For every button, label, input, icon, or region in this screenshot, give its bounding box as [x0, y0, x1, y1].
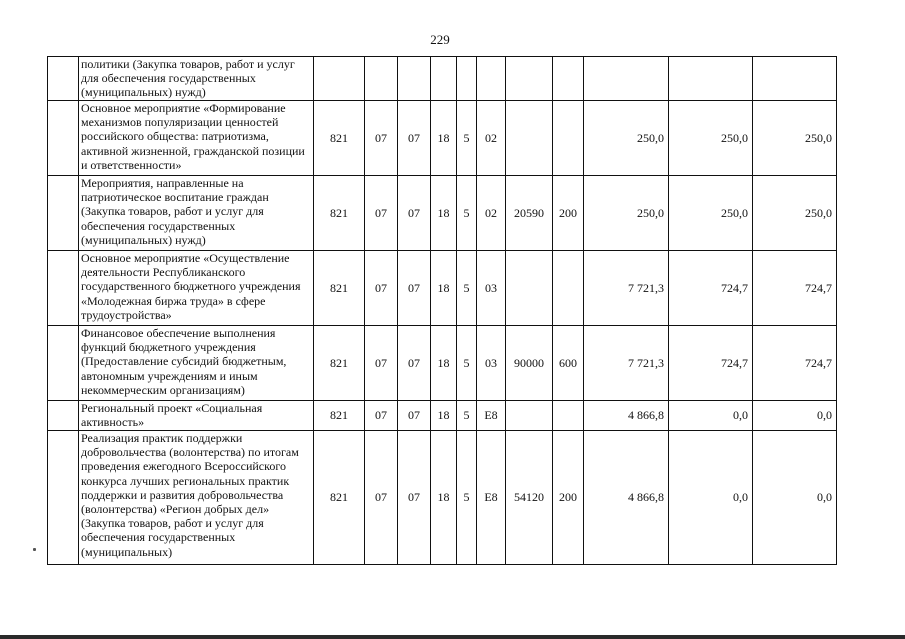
- expense-type-cell: [553, 57, 584, 101]
- amount-year3-cell: [753, 57, 837, 101]
- section-cell: 07: [365, 101, 398, 176]
- section-cell: 07: [365, 401, 398, 431]
- direction-code-cell: [506, 401, 553, 431]
- subsection-cell: 07: [398, 326, 431, 401]
- scan-speck: [33, 548, 36, 551]
- section-cell: 07: [365, 326, 398, 401]
- program-cell: 18: [431, 326, 457, 401]
- event-code-cell: 02: [477, 176, 506, 251]
- table-row: [48, 401, 837, 431]
- number-cell: [48, 401, 79, 431]
- number-cell: [48, 251, 79, 326]
- subprogram-cell: 5: [457, 101, 477, 176]
- ministry-code-cell: [314, 57, 365, 101]
- section-cell: 07: [365, 176, 398, 251]
- item-name-cell: Реализация практик поддержки добровольчества (волонтерства) по итогам проведения ежегодного Всероссийского конкурса лучших региональных практик поддержки и развития добровольчества (волонтерства) «Регион добрых дел» (Закупка товаров, работ и услуг для обеспечения государственных (муниципальных): [79, 431, 314, 565]
- program-cell: 18: [431, 401, 457, 431]
- scan-edge: [0, 635, 905, 639]
- number-cell: [48, 326, 79, 401]
- page-number: 229: [430, 32, 450, 47]
- ministry-code-cell: 821: [314, 101, 365, 176]
- direction-code-cell: 90000: [506, 326, 553, 401]
- amount-year2-cell: 250,0: [669, 101, 753, 176]
- amount-year1-cell: 250,0: [584, 176, 669, 251]
- program-cell: 18: [431, 101, 457, 176]
- section-cell: [365, 57, 398, 101]
- table-row: [48, 176, 837, 251]
- item-name-cell: Региональный проект «Социальная активность»: [79, 401, 314, 431]
- amount-year3-cell: 724,7: [753, 326, 837, 401]
- ministry-code-cell: 821: [314, 326, 365, 401]
- budget-table: [47, 56, 837, 565]
- event-code-cell: Е8: [477, 401, 506, 431]
- subsection-cell: [398, 57, 431, 101]
- subsection-cell: 07: [398, 176, 431, 251]
- amount-year1-cell: 7 721,3: [584, 326, 669, 401]
- amount-year2-cell: 0,0: [669, 431, 753, 565]
- ministry-code-cell: 821: [314, 251, 365, 326]
- expense-type-cell: [553, 251, 584, 326]
- ministry-code-cell: 821: [314, 431, 365, 565]
- program-cell: 18: [431, 176, 457, 251]
- direction-code-cell: 54120: [506, 431, 553, 565]
- expense-type-cell: 200: [553, 176, 584, 251]
- expense-type-cell: [553, 101, 584, 176]
- amount-year2-cell: 724,7: [669, 251, 753, 326]
- table-row: [48, 57, 837, 101]
- section-cell: 07: [365, 251, 398, 326]
- section-cell: 07: [365, 431, 398, 565]
- amount-year3-cell: 0,0: [753, 431, 837, 565]
- amount-year3-cell: 0,0: [753, 401, 837, 431]
- number-cell: [48, 57, 79, 101]
- number-cell: [48, 431, 79, 565]
- expense-type-cell: 200: [553, 431, 584, 565]
- program-cell: [431, 57, 457, 101]
- direction-code-cell: [506, 251, 553, 326]
- expense-type-cell: 600: [553, 326, 584, 401]
- event-code-cell: 03: [477, 326, 506, 401]
- amount-year2-cell: 0,0: [669, 401, 753, 431]
- amount-year1-cell: 7 721,3: [584, 251, 669, 326]
- amount-year2-cell: [669, 57, 753, 101]
- item-name-cell: Основное мероприятие «Осуществление деятельности Республиканского государственного бюджетного учреждения «Молодежная биржа труда» в сфере трудоустройства»: [79, 251, 314, 326]
- table-row: [48, 101, 837, 176]
- event-code-cell: 02: [477, 101, 506, 176]
- amount-year1-cell: 4 866,8: [584, 401, 669, 431]
- table-body: [48, 57, 837, 565]
- amount-year1-cell: 4 866,8: [584, 431, 669, 565]
- item-name-cell: Финансовое обеспечение выполнения функций бюджетного учреждения (Предоставление субсидий бюджетным, автономным учреждениям и иным некоммерческим организациям): [79, 326, 314, 401]
- direction-code-cell: [506, 57, 553, 101]
- number-cell: [48, 101, 79, 176]
- expense-type-cell: [553, 401, 584, 431]
- direction-code-cell: [506, 101, 553, 176]
- subprogram-cell: 5: [457, 251, 477, 326]
- subprogram-cell: [457, 57, 477, 101]
- subsection-cell: 07: [398, 431, 431, 565]
- table-row: [48, 431, 837, 565]
- program-cell: 18: [431, 431, 457, 565]
- item-name-cell: Основное мероприятие «Формирование механизмов популяризации ценностей российского общества: патриотизма, активной жизненной, гражданской позиции и ответственности»: [79, 101, 314, 176]
- event-code-cell: Е8: [477, 431, 506, 565]
- subprogram-cell: 5: [457, 176, 477, 251]
- table-row: [48, 326, 837, 401]
- subprogram-cell: 5: [457, 326, 477, 401]
- direction-code-cell: 20590: [506, 176, 553, 251]
- subsection-cell: 07: [398, 401, 431, 431]
- item-name-cell: политики (Закупка товаров, работ и услуг для обеспечения государственных (муниципальных) нужд): [79, 57, 314, 101]
- table-row: [48, 251, 837, 326]
- event-code-cell: [477, 57, 506, 101]
- item-name-cell: Мероприятия, направленные на патриотическое воспитание граждан (Закупка товаров, работ и услуг для обеспечения государственных (муниципальных) нужд): [79, 176, 314, 251]
- ministry-code-cell: 821: [314, 401, 365, 431]
- event-code-cell: 03: [477, 251, 506, 326]
- subsection-cell: 07: [398, 101, 431, 176]
- number-cell: [48, 176, 79, 251]
- subsection-cell: 07: [398, 251, 431, 326]
- program-cell: 18: [431, 251, 457, 326]
- amount-year3-cell: 724,7: [753, 251, 837, 326]
- amount-year2-cell: 250,0: [669, 176, 753, 251]
- ministry-code-cell: 821: [314, 176, 365, 251]
- subprogram-cell: 5: [457, 401, 477, 431]
- amount-year3-cell: 250,0: [753, 176, 837, 251]
- amount-year3-cell: 250,0: [753, 101, 837, 176]
- subprogram-cell: 5: [457, 431, 477, 565]
- amount-year1-cell: 250,0: [584, 101, 669, 176]
- amount-year2-cell: 724,7: [669, 326, 753, 401]
- amount-year1-cell: [584, 57, 669, 101]
